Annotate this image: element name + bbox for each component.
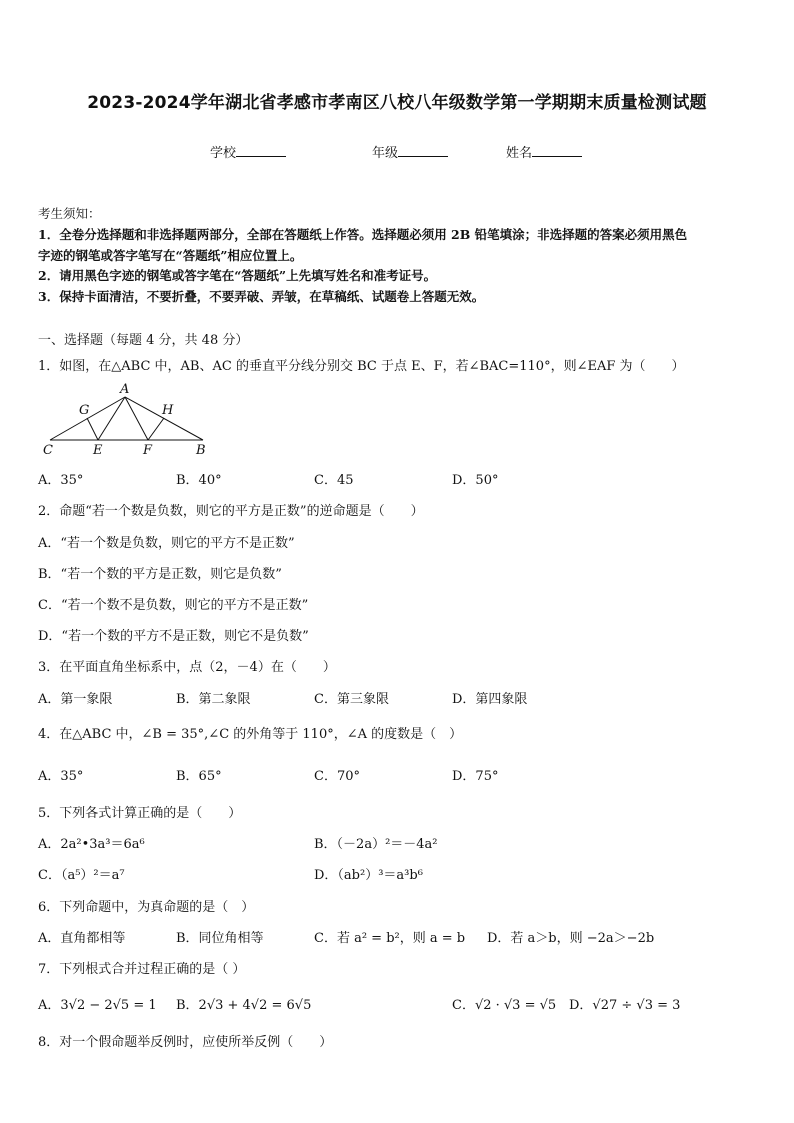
q6-option-c[interactable]: C．若 a² = b²，则 a = b [314, 931, 466, 946]
name-field [506, 142, 582, 161]
q2-stem: 2．命题“若一个数是负数，则它的平方是正数”的逆命题是（ ） [38, 504, 424, 519]
notice-line-1b: 字迹的钢笔或答字笔写在“答题纸”相应位置上。 [38, 248, 303, 263]
q7-option-a[interactable]: A．3√2 − 2√5 = 1 [38, 998, 157, 1013]
q5-option-c[interactable]: C．（a⁵）²＝a⁷ [38, 868, 125, 883]
q5-option-d[interactable]: D．（ab²）³＝a³b⁶ [314, 868, 423, 883]
grade-field [372, 142, 448, 161]
section-heading: 一、选择题（每题 4 分，共 48 分） [38, 333, 249, 348]
q6-option-d[interactable]: D．若 a＞b，则 −2a＞−2b [487, 931, 655, 946]
school-field [210, 142, 286, 161]
page-title: 2023-2024学年湖北省孝感市孝南区八校八年级数学第一学期期末质量检测试题 [87, 93, 707, 113]
q1-option-d[interactable]: D．50° [452, 473, 499, 488]
q1-label-g: G [79, 403, 90, 418]
q2-option-b[interactable]: B．“若一个数的平方是正数，则它是负数” [38, 567, 282, 582]
q8-stem: 8．对一个假命题举反例时，应使所举反例（ ） [38, 1035, 333, 1050]
q7-option-b[interactable]: B．2√3 + 4√2 = 6√5 [176, 998, 312, 1013]
q1-label-c: C [43, 443, 53, 458]
q3-stem: 3．在平面直角坐标系中，点（2，－4）在（ ） [38, 660, 336, 675]
q6-option-b[interactable]: B．同位角相等 [176, 931, 264, 946]
grade-blank[interactable] [398, 144, 448, 157]
q4-option-a[interactable]: A．35° [38, 769, 84, 784]
q1-triangle-figure [38, 380, 218, 458]
notice-line-3: 3．保持卡面清洁，不要折叠，不要弄破、弄皱，在草稿纸、试题卷上答题无效。 [38, 289, 485, 304]
q1-label-h: H [162, 403, 174, 418]
q4-option-d[interactable]: D．75° [452, 769, 499, 784]
notice-heading: 考生须知： [38, 206, 101, 221]
school-label: 学校 [210, 146, 237, 161]
notice-line-1a: 1．全卷分选择题和非选择题两部分，全部在答题纸上作答。选择题必须用 2B 铅笔填涂；非选择题的答案必须用黑色 [38, 227, 688, 242]
q1-label-b: B [196, 443, 206, 458]
q3-option-b[interactable]: B．第二象限 [176, 692, 251, 707]
q1-label-e: E [93, 443, 103, 458]
q5-stem: 5．下列各式计算正确的是（ ） [38, 806, 242, 821]
q6-stem: 6．下列命题中，为真命题的是（ ） [38, 900, 255, 915]
q7-option-d[interactable]: D．√27 ÷ √3 = 3 [569, 998, 681, 1013]
q7-stem: 7．下列根式合并过程正确的是（ ） [38, 962, 246, 977]
q3-option-a[interactable]: A．第一象限 [38, 692, 113, 707]
notice-line-2: 2．请用黑色字迹的钢笔或答字笔在“答题纸”上先填写姓名和准考证号。 [38, 268, 437, 283]
q6-option-a[interactable]: A．直角都相等 [38, 931, 126, 946]
q7-option-c[interactable]: C．√2 · √3 = √5 [452, 998, 557, 1013]
q4-option-c[interactable]: C．70° [314, 769, 360, 784]
q1-option-a[interactable]: A．35° [38, 473, 84, 488]
name-blank[interactable] [532, 144, 582, 157]
grade-label: 年级 [372, 146, 399, 161]
q2-option-d[interactable]: D．“若一个数的平方不是正数，则它不是负数” [38, 629, 309, 644]
q5-option-b[interactable]: B．（－2a）²＝－4a² [314, 837, 438, 852]
q1-label-f: F [143, 443, 153, 458]
school-blank[interactable] [236, 144, 286, 157]
q5-option-a[interactable]: A．2a²•3a³＝6a⁶ [38, 837, 145, 852]
q4-option-b[interactable]: B．65° [176, 769, 222, 784]
q1-label-a: A [120, 382, 130, 397]
q1-option-c[interactable]: C．45 [314, 473, 354, 488]
q1-option-b[interactable]: B．40° [176, 473, 222, 488]
q3-option-c[interactable]: C．第三象限 [314, 692, 389, 707]
q3-option-d[interactable]: D．第四象限 [452, 692, 528, 707]
q2-option-c[interactable]: C．“若一个数不是负数，则它的平方不是正数” [38, 598, 309, 613]
q2-option-a[interactable]: A．“若一个数是负数，则它的平方不是正数” [38, 536, 295, 551]
q1-stem: 1．如图，在△ABC 中，AB、AC 的垂直平分线分别交 BC 于点 E、F，若∠BAC=110°，则∠EAF 为（ ） [38, 359, 685, 374]
q4-stem: 4．在△ABC 中，∠B = 35°,∠C 的外角等于 110°，∠A 的度数是（ ） [38, 727, 463, 742]
name-label: 姓名 [506, 146, 533, 161]
